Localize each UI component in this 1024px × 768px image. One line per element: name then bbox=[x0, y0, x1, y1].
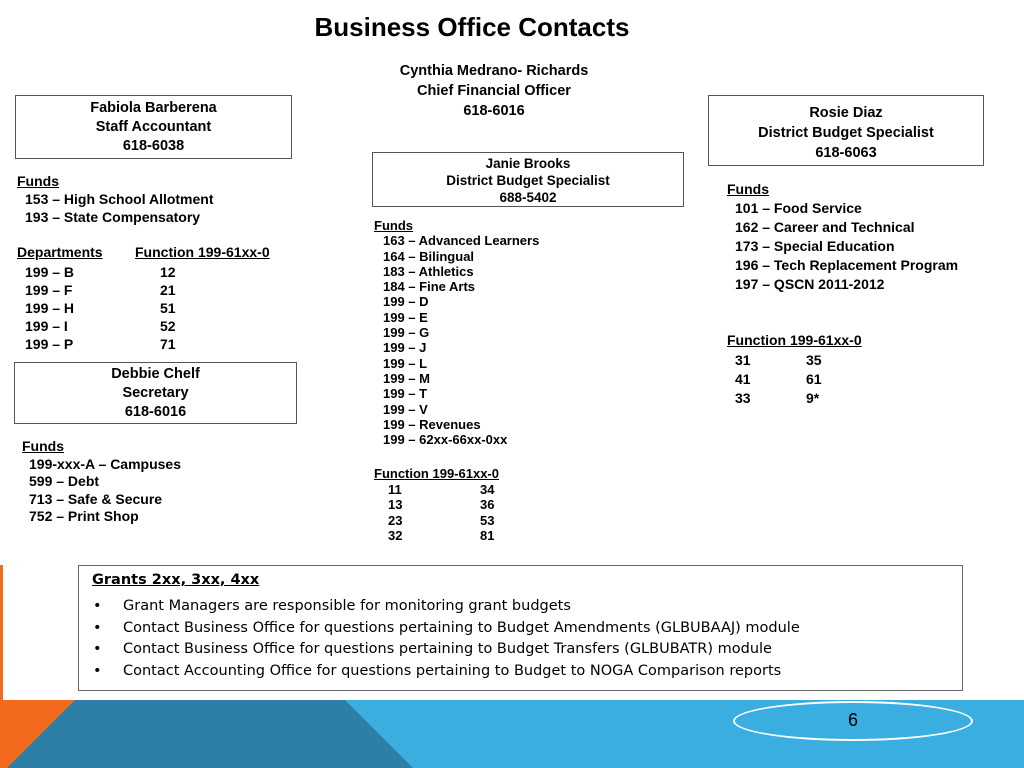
fund-item: 101 – Food Service bbox=[735, 200, 862, 216]
cfo-block bbox=[364, 61, 624, 121]
contact-name: Debbie Chelf bbox=[111, 366, 200, 382]
fund-item: 197 – QSCN 2011-2012 bbox=[735, 276, 885, 292]
contact-name: Rosie Diaz bbox=[809, 105, 883, 121]
contact-box-rosie bbox=[708, 95, 984, 166]
rosie-function-table bbox=[727, 332, 927, 412]
orange-accent-bar bbox=[0, 565, 3, 700]
fund-item: 164 – Bilingual bbox=[383, 248, 475, 264]
fund-item: 199 – L bbox=[383, 355, 428, 371]
fund-item: 199 – V bbox=[383, 401, 428, 417]
function-value: 34 bbox=[480, 482, 495, 497]
function-value: 9* bbox=[806, 390, 820, 406]
list-item-text: Contact Business Office for questions pertaining to Budget Amendments (GLBUBAAJ) module bbox=[123, 619, 800, 636]
fund-item: 199 – Revenues bbox=[383, 416, 481, 432]
cfo-name: Cynthia Medrano- Richards bbox=[399, 63, 589, 79]
function-value: 11 bbox=[388, 482, 402, 497]
contact-role: District Budget Specialist bbox=[446, 173, 610, 188]
fund-item: 163 – Advanced Learners bbox=[383, 233, 540, 249]
bullet-icon: • bbox=[93, 619, 102, 636]
fund-item: 199 – J bbox=[383, 340, 427, 356]
fabiola-funds bbox=[17, 172, 214, 226]
function-value: 36 bbox=[480, 497, 495, 513]
function-value: 12 bbox=[160, 264, 176, 280]
function-value: 13 bbox=[388, 497, 403, 513]
grants-heading: Grants 2xx, 3xx, 4xx bbox=[92, 572, 260, 588]
contact-name: Janie Brooks bbox=[485, 156, 571, 171]
list-item-text: Contact Accounting Office for questions pertaining to Budget to NOGA Comparison reports bbox=[123, 662, 782, 679]
function-value: 52 bbox=[160, 318, 176, 334]
function-value: 53 bbox=[480, 512, 495, 528]
debbie-funds bbox=[22, 438, 181, 526]
fund-item: 196 – Tech Replacement Program bbox=[735, 257, 959, 273]
contact-phone: 618-6016 bbox=[124, 404, 187, 420]
contact-role: Secretary bbox=[122, 385, 189, 401]
fund-item: 199-xxx-A – Campuses bbox=[29, 455, 182, 472]
bullet-icon: • bbox=[93, 641, 102, 657]
page-number: 6 bbox=[847, 710, 858, 730]
fund-item: 153 – High School Allotment bbox=[25, 191, 214, 207]
fund-item: 752 – Print Shop bbox=[29, 508, 139, 524]
department-item: 199 – F bbox=[25, 282, 73, 298]
funds-heading: Funds bbox=[727, 181, 769, 197]
grants-box bbox=[78, 565, 963, 691]
list-item bbox=[79, 661, 800, 683]
function-value: 81 bbox=[480, 527, 495, 543]
fund-item: 183 – Athletics bbox=[383, 263, 474, 279]
contact-phone: 618-6063 bbox=[815, 145, 877, 161]
contact-name: Fabiola Barberena bbox=[90, 100, 217, 116]
contact-box-fabiola bbox=[15, 95, 292, 159]
funds-heading: Funds bbox=[374, 218, 413, 233]
fund-item: 199 – 62xx-66xx-0xx bbox=[383, 432, 508, 448]
janie-funds bbox=[374, 218, 539, 447]
fund-item: 199 – E bbox=[383, 309, 428, 325]
list-item bbox=[79, 639, 800, 661]
cfo-role: Chief Financial Officer bbox=[417, 83, 571, 99]
fund-item: 162 – Career and Technical bbox=[735, 219, 915, 235]
department-item: 199 – H bbox=[25, 300, 75, 316]
bullet-icon: • bbox=[93, 662, 102, 679]
fund-item: 193 – State Compensatory bbox=[25, 209, 201, 225]
fund-item: 173 – Special Education bbox=[735, 238, 895, 254]
fund-item: 199 – M bbox=[383, 370, 430, 386]
contact-phone: 618-6038 bbox=[122, 138, 185, 154]
list-item bbox=[79, 596, 800, 618]
cfo-phone: 618-6016 bbox=[463, 103, 525, 119]
department-item: 199 – P bbox=[25, 336, 74, 352]
function-value: 23 bbox=[388, 512, 403, 528]
page-title: Business Office Contacts bbox=[314, 12, 630, 42]
janie-function-table bbox=[374, 466, 574, 546]
function-value: 21 bbox=[160, 282, 176, 298]
contact-role: Staff Accountant bbox=[95, 119, 212, 135]
fund-item: 599 – Debt bbox=[29, 473, 100, 489]
fund-item: 184 – Fine Arts bbox=[383, 279, 476, 295]
function-heading: Function 199-61xx-0 bbox=[727, 332, 862, 348]
department-item: 199 – I bbox=[25, 318, 68, 334]
function-value: 51 bbox=[160, 300, 176, 316]
function-value: 61 bbox=[806, 371, 822, 387]
departments-table bbox=[17, 244, 287, 354]
function-value: 35 bbox=[806, 352, 822, 368]
function-value: 33 bbox=[735, 390, 751, 406]
fund-item: 199 – G bbox=[383, 325, 430, 341]
contact-box-janie bbox=[372, 152, 684, 207]
grants-list bbox=[79, 596, 800, 682]
fund-item: 199 – D bbox=[383, 294, 429, 310]
funds-heading: Funds bbox=[17, 173, 59, 189]
bullet-icon: • bbox=[93, 598, 102, 614]
list-item bbox=[79, 618, 800, 640]
contact-phone: 688-5402 bbox=[499, 190, 557, 205]
funds-heading: Funds bbox=[22, 438, 64, 454]
function-value: 32 bbox=[388, 527, 403, 543]
rosie-funds bbox=[727, 180, 958, 294]
function-value: 31 bbox=[735, 352, 751, 368]
departments-heading: Departments bbox=[17, 244, 103, 260]
list-item-text: Grant Managers are responsible for monitoring grant budgets bbox=[123, 598, 571, 614]
list-item-text: Contact Business Office for questions pertaining to Budget Transfers (GLBUBATR) module bbox=[123, 641, 772, 657]
fund-item: 199 – T bbox=[383, 386, 428, 402]
function-heading: Function 199-61xx-0 bbox=[374, 466, 499, 481]
function-value: 41 bbox=[735, 371, 751, 387]
department-item: 199 – B bbox=[25, 264, 75, 280]
function-value: 71 bbox=[160, 336, 176, 352]
contact-box-debbie bbox=[14, 362, 297, 424]
function-heading: Function 199-61xx-0 bbox=[135, 244, 270, 260]
fund-item: 713 – Safe & Secure bbox=[29, 490, 163, 507]
contact-role: District Budget Specialist bbox=[758, 125, 934, 141]
